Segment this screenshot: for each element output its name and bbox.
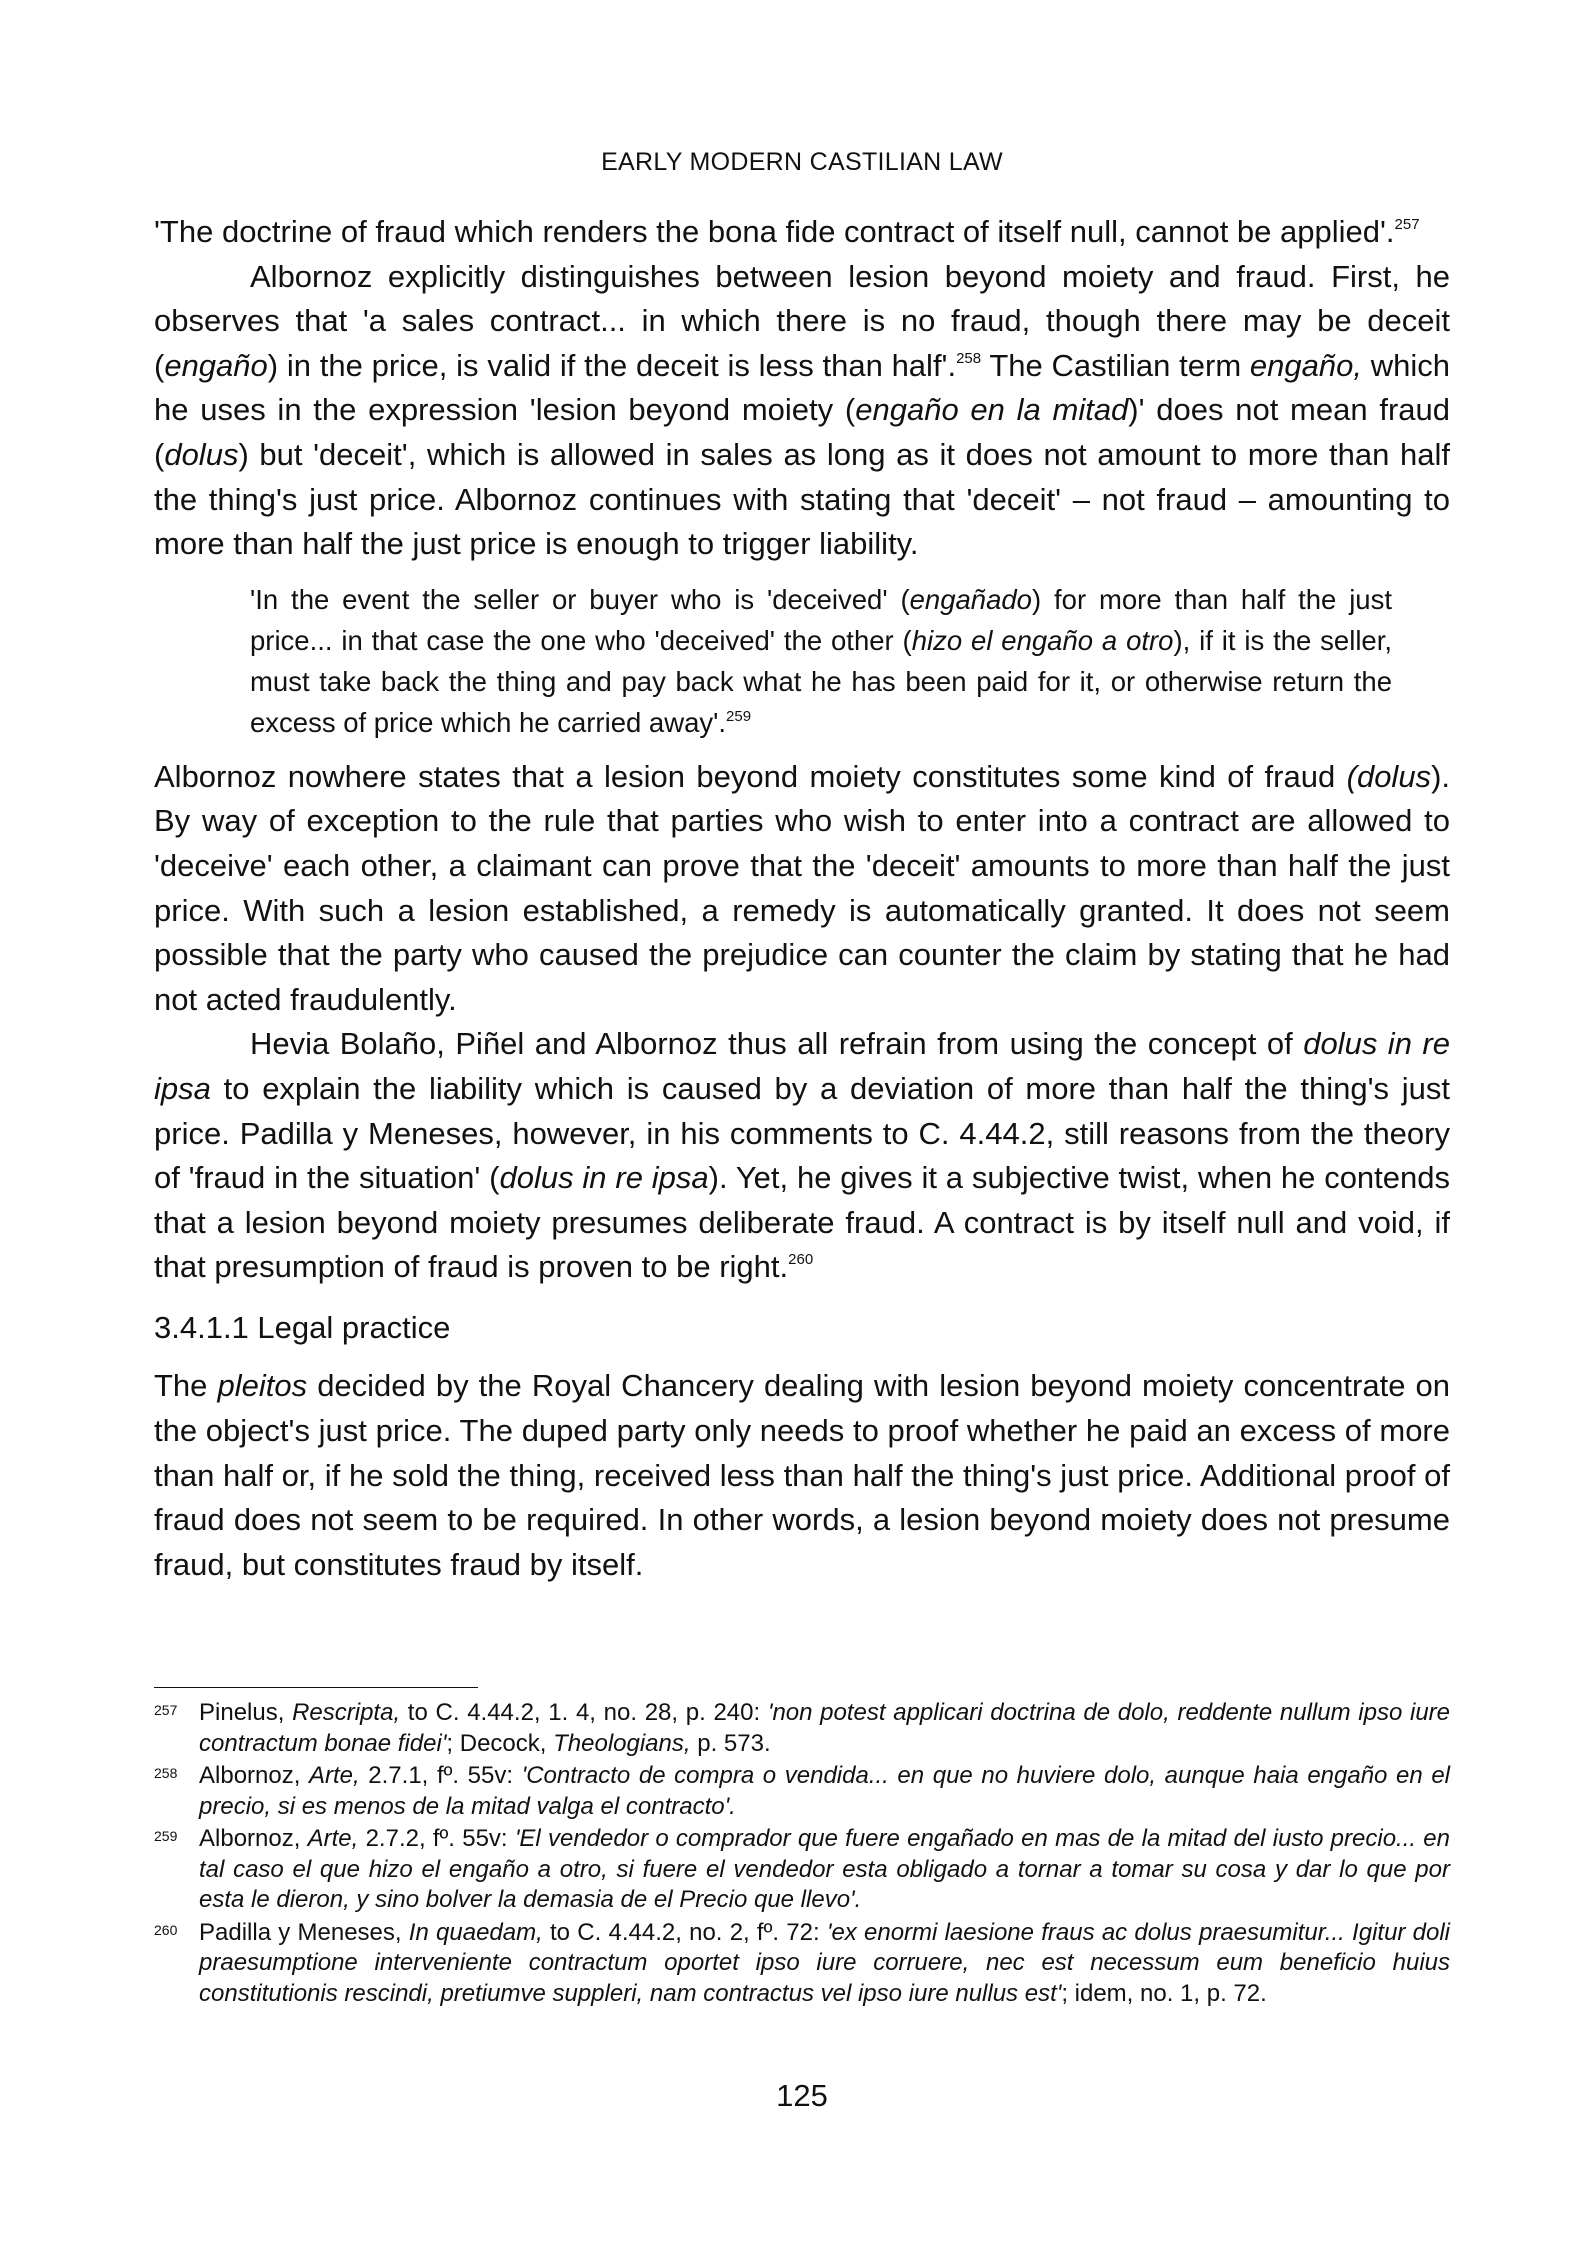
footnote-number: 257 — [154, 1702, 178, 1718]
italic-term: Rescripta, — [292, 1699, 401, 1726]
text-run: p. 573. — [690, 1729, 771, 1757]
footnote-ref-257[interactable]: 257 — [1394, 216, 1420, 233]
italic-term: Arte, — [309, 1762, 360, 1789]
italic-term: engañado — [909, 583, 1032, 615]
text-run: to explain the liability which is caused by a deviation of more than half the thing's just price. Padilla y Meneses, however, in his comments to C. 4.44.2, still reasons from the theory of 'fraud in the situation' ( — [154, 1070, 1450, 1196]
text-run: ), if it is the seller, must take back the thing and pay back what he has been paid for it, or otherwise return the excess of price which he carried away'. — [250, 624, 1393, 738]
text-run: to C. 4.44.2, 1. 4, no. 28, p. 240: — [400, 1699, 768, 1726]
text-run: Padilla y Meneses, — [199, 1918, 409, 1946]
italic-term: 'El vendedor o comprador que fuere engañado en mas de la mitad del iusto precio... en tal caso el que hizo el engaño a otro, si fuere el vendedor esta obligado a tornar a tomar su cosa y dar lo que por esta le dieron, y sino bolver la demasia de el Precio que llevo'. — [199, 1825, 1450, 1913]
italic-term: engaño, — [1249, 347, 1362, 383]
footnote-ref-258[interactable]: 258 — [956, 349, 982, 367]
block-quote — [250, 579, 1392, 743]
footnote-259 — [154, 1824, 1450, 1916]
italic-term: Arte, — [307, 1825, 359, 1852]
paragraph-1 — [154, 210, 1450, 255]
italic-term: pleitos — [217, 1368, 308, 1404]
footnote-258 — [154, 1761, 1450, 1822]
text-run: ) in the price, is valid if the deceit is less than half'. — [267, 347, 957, 383]
italic-term: In quaedam, — [408, 1918, 543, 1946]
page-number: 125 — [776, 2078, 828, 2113]
text-run: 2.7.2, fº. 55v: — [358, 1825, 515, 1852]
text-run: The Castilian term — [981, 347, 1250, 383]
text-run: Albornoz nowhere states that a lesion beyond moiety constitutes some kind of fraud — [154, 758, 1347, 794]
section-heading: 3.4.1.1 Legal practice — [154, 1309, 451, 1345]
main-text — [154, 210, 1450, 1587]
text-run: to C. 4.44.2, no. 2, fº. 72: — [542, 1918, 827, 1946]
footnotes — [154, 1698, 1450, 2011]
italic-term: 'Contracto de compra o vendida... en que no huviere dolo, aunque haia engaño en el precio, si es menos de la mitad valga el contracto'. — [199, 1762, 1450, 1820]
text-run: ; Decock, — [446, 1729, 554, 1757]
italic-term: engaño en la mitad — [855, 392, 1129, 428]
text-run: Pinelus, — [199, 1699, 293, 1726]
text-run: )' does not mean fraud ( — [154, 392, 1450, 472]
footnote-number: 259 — [154, 1828, 178, 1844]
paragraph-4 — [154, 1022, 1450, 1290]
footnote-number: 260 — [154, 1921, 178, 1938]
text-run: 2.7.1, fº. 55v: — [359, 1762, 522, 1789]
italic-term: Theologians, — [553, 1729, 691, 1757]
text-run: Hevia Bolaño, Piñel and Albornoz thus all refrain from using the concept of — [250, 1026, 1304, 1062]
italic-term: engaño — [164, 347, 268, 383]
text-run: 'In the event the seller or buyer who is 'deceived' ( — [250, 583, 910, 615]
footnote-separator — [154, 1687, 478, 1688]
paragraph-3 — [154, 755, 1450, 1023]
italic-term: 'ex enormi laesione fraus ac dolus praesumitur... Igitur doli praesumptione interveniente contractum oportet ipso iure corruere, nec est necessum eum beneficio huius constitutionis rescindi, pretiumve suppleri, nam contractus vel ipso iure nullus est' — [199, 1918, 1450, 2007]
footnote-ref-259[interactable]: 259 — [726, 707, 752, 725]
italic-term: dolus — [164, 436, 239, 472]
text-run: Albornoz, — [199, 1762, 309, 1789]
footnote-257 — [154, 1698, 1450, 1759]
text-run: ) but 'deceit', which is allowed in sales as long as it does not amount to more than half the thing's just price. Albornoz continues with stating that 'deceit' – not fraud – amounting to more than half the just price is enough to trigger liability. — [154, 436, 1450, 562]
paragraph-5 — [154, 1364, 1450, 1587]
italic-term: hizo el engaño a otro — [911, 624, 1174, 656]
running-head: EARLY MODERN CASTILIAN LAW — [601, 148, 1003, 176]
text-run: ). Yet, he gives it a subjective twist, when he contends that a lesion beyond moiety presumes deliberate fraud. A contract is by itself null and void, if that presumption of fraud is proven to be right. — [154, 1160, 1451, 1285]
text-run: ; idem, no. 1, p. 72. — [1061, 1979, 1267, 2007]
italic-term: (dolus — [1346, 758, 1432, 794]
text-run: ) for more than half the just price... in that case the one who 'deceived' the other ( — [250, 583, 1392, 656]
italic-term: 'non potest applicari doctrina de dolo, reddente nullum ipso iure contractum bonae fidei' — [199, 1699, 1451, 1757]
italic-term: dolus in re ipsa — [499, 1160, 709, 1196]
text-run: 'The doctrine of fraud which renders the bona fide contract of itself null, cannot be applied'. — [154, 214, 1395, 249]
paragraph-2 — [154, 255, 1450, 567]
text-run: Albornoz explicitly distinguishes between lesion beyond moiety and fraud. First, he observes that 'a sales contract... in which there is no fraud, though there may be deceit ( — [154, 258, 1450, 383]
footnote-260 — [154, 1918, 1450, 2010]
text-run: which he uses in the expression 'lesion beyond moiety ( — [154, 347, 1451, 428]
italic-term: dolus in re ipsa — [154, 1026, 1450, 1106]
footnote-number: 258 — [154, 1765, 178, 1781]
text-run: decided by the Royal Chancery dealing with lesion beyond moiety concentrate on the object's just price. The duped party only needs to proof whether he paid an excess of more than half or, if he sold the thing, received less than half the thing's just price. Additional proof of fraud does not seem to be required. In other words, a lesion beyond moiety does not presume fraud, but constitutes fraud by itself. — [154, 1368, 1450, 1582]
text-run: ). By way of exception to the rule that parties who wish to enter into a contract are allowed to 'deceive' each other, a claimant can prove that the 'deceit' amounts to more than half the just price. With such a lesion established, a remedy is automatically granted. It does not seem possible that the party who caused the prejudice can counter the claim by stating that he had not acted fraudulently. — [154, 758, 1450, 1017]
footnote-ref-260[interactable]: 260 — [788, 1251, 814, 1269]
text-run: Albornoz, — [199, 1825, 308, 1852]
text-run: The — [154, 1368, 218, 1404]
